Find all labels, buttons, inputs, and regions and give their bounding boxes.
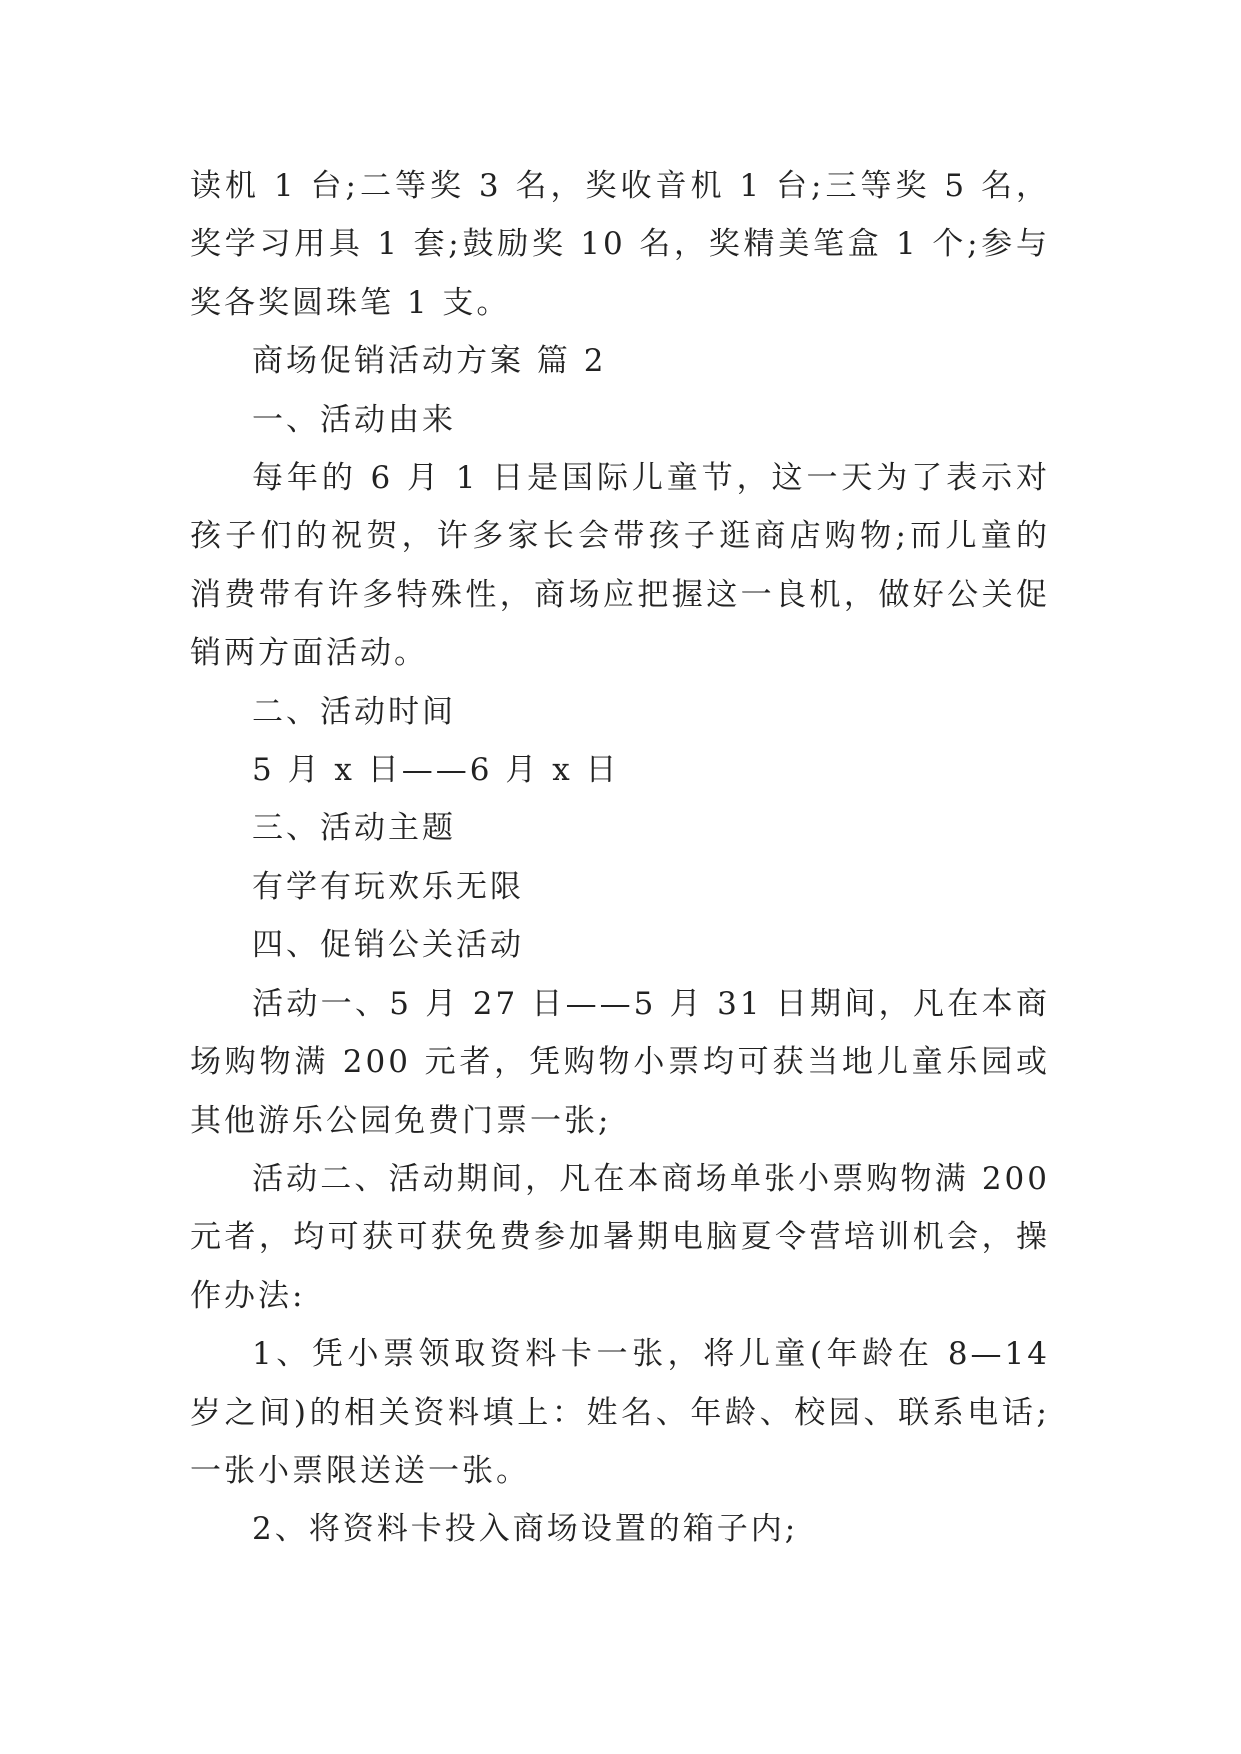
paragraph-activity-one: 活动一、5 月 27 日——5 月 31 日期间，凡在本商场购物满 200 元者，凭购物小票均可获当地儿童乐园或其他游乐公园免费门票一张;	[190, 985, 1050, 1139]
paragraph-activity-time: 5 月 x 日——6 月 x 日	[252, 752, 620, 789]
paragraph-step-2: 2、将资料卡投入商场设置的箱子内;	[252, 1511, 799, 1548]
paragraph-activity-origin: 每年的 6 月 1 日是国际儿童节，这一天为了表示对孩子们的祝贺，许多家长会带孩子逛商店购物;而儿童的消费带有许多特殊性，商场应把握这一良机，做好公关促销两方面活动。	[190, 460, 1050, 672]
heading-activity-time: 二、活动时间	[252, 693, 456, 730]
paragraph-step-1: 1、凭小票领取资料卡一张，将儿童(年龄在 8—14 岁之间)的相关资料填上：姓名、年龄、校园、联系电话;一张小票限送送一张。	[190, 1336, 1050, 1489]
section-title-plan-2: 商场促销活动方案 篇 2	[252, 343, 607, 380]
paragraph-activity-theme: 有学有玩欢乐无限	[252, 868, 524, 905]
paragraph-activity-two: 活动二、活动期间，凡在本商场单张小票购物满 200 元者，均可获可获免费参加暑期电脑夏令营培训机会，操作办法:	[190, 1160, 1050, 1314]
document-body	[190, 157, 1050, 1559]
paragraph-prize-list: 读机 1 台;二等奖 3 名，奖收音机 1 台;三等奖 5 名，奖学习用具 1 套;鼓励奖 10 名，奖精美笔盒 1 个;参与奖各奖圆珠笔 1 支。	[190, 168, 1050, 321]
heading-promotion-activities: 四、促销公关活动	[252, 927, 524, 964]
heading-activity-origin: 一、活动由来	[252, 401, 456, 438]
heading-activity-theme: 三、活动主题	[252, 810, 456, 847]
